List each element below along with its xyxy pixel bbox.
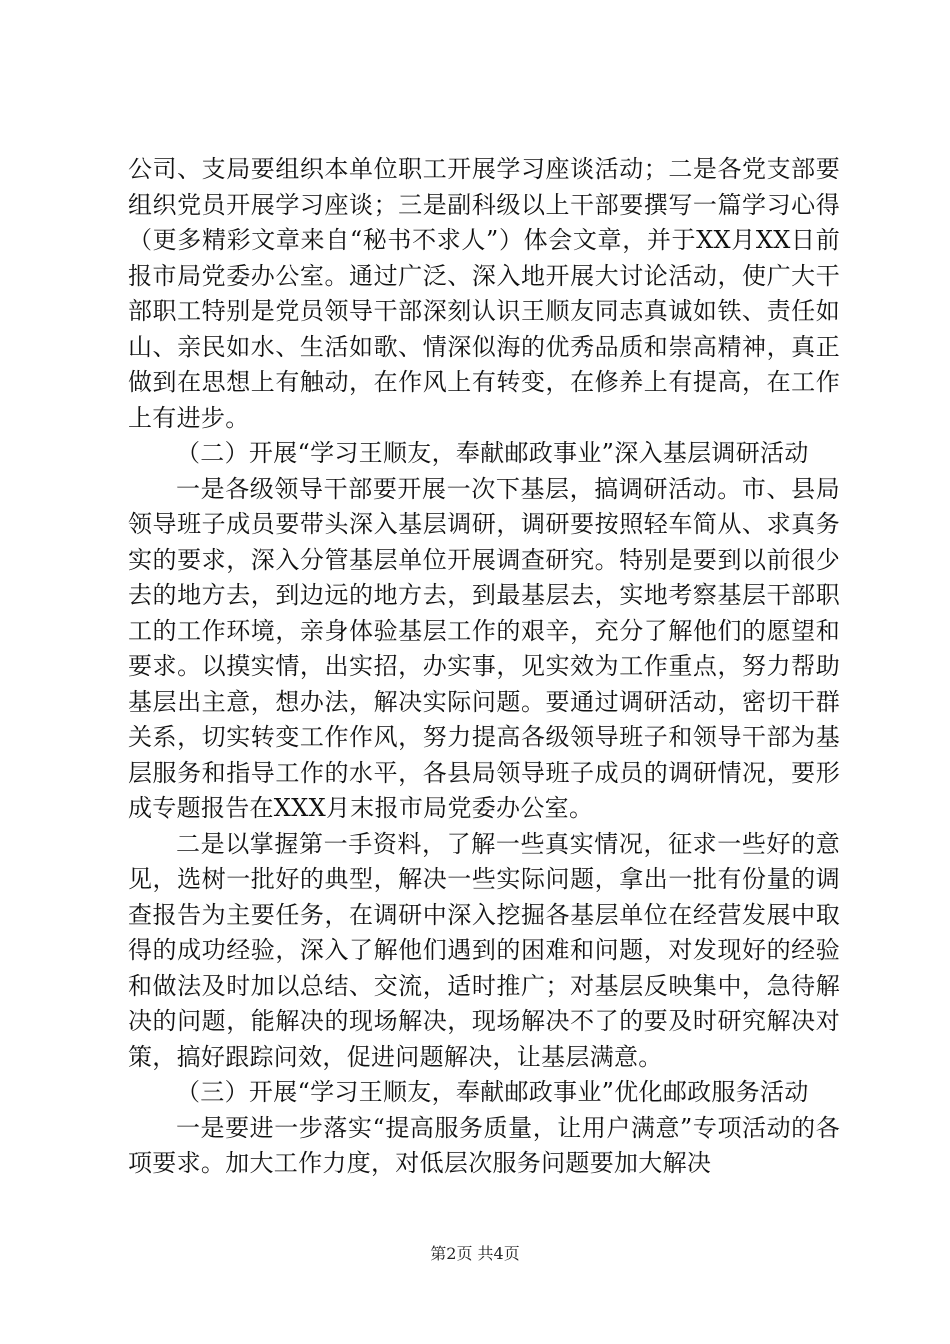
paragraph-research-2: 二是以掌握第一手资料，了解一些真实情况，征求一些好的意见，选树一批好的典型，解决一些实际问题，拿出一批有份量的调查报告为主要任务，在调研中深入挖掘各基层单位在经营发展中取得的成功经验，深入了解他们遇到的困难和问题，对发现好的经验和做法及时加以总结、交流，适时推广；对基层反映集中，急待解决的问题，能解决的现场解决，现场解决不了的要及时研究解决对策，搞好跟踪问效，促进问题解决，让基层满意。 <box>128 829 840 1071</box>
document-body <box>128 152 840 1182</box>
section-heading-3: （三）开展“学习王顺友，奉献邮政事业”优化邮政服务活动 <box>176 1078 809 1106</box>
paragraph-research-1: 一是各级领导干部要开展一次下基层，搞调研活动。市、县局领导班子成员要带头深入基层调研，调研要按照轻车简从、求真务实的要求，深入分管基层单位开展调查研究。特别是要到以前很少去的地方去，到边远的地方去，到最基层去，实地考察基层干部职工的工作环境，亲身体验基层工作的艰辛，充分了解他们的愿望和要求。以摸实情，出实招，办实事，见实效为工作重点，努力帮助基层出主意，想办法，解决实际问题。要通过调研活动，密切干群关系，切实转变工作作风，努力提高各级领导班子和领导干部为基层服务和指导工作的水平，各县局领导班子成员的调研情况，要形成专题报告在XXX月末报市局党委办公室。 <box>128 474 840 822</box>
page-footer: 第2页 共4页 <box>430 1244 520 1263</box>
paragraph-service-1: 一是要进一步落实“提高服务质量，让用户满意”专项活动的各项要求。加大工作力度，对低层次服务问题要加大解决 <box>128 1113 840 1177</box>
section-heading-2: （二）开展“学习王顺友，奉献邮政事业”深入基层调研活动 <box>176 439 809 467</box>
paragraph-continuation: 公司、支局要组织本单位职工开展学习座谈活动；二是各党支部要组织党员开展学习座谈；三是副科级以上干部要撰写一篇学习心得（更多精彩文章来自“秘书不求人”）体会文章，并于XX月XX日前报市局党委办公室。通过广泛、深入地开展大讨论活动，使广大干部职工特别是党员领导干部深刻认识王顺友同志真诚如铁、责任如山、亲民如水、生活如歌、情深似海的优秀品质和崇高精神，真正做到在思想上有触动，在作风上有转变，在修养上有提高，在工作上有进步。 <box>128 155 840 432</box>
